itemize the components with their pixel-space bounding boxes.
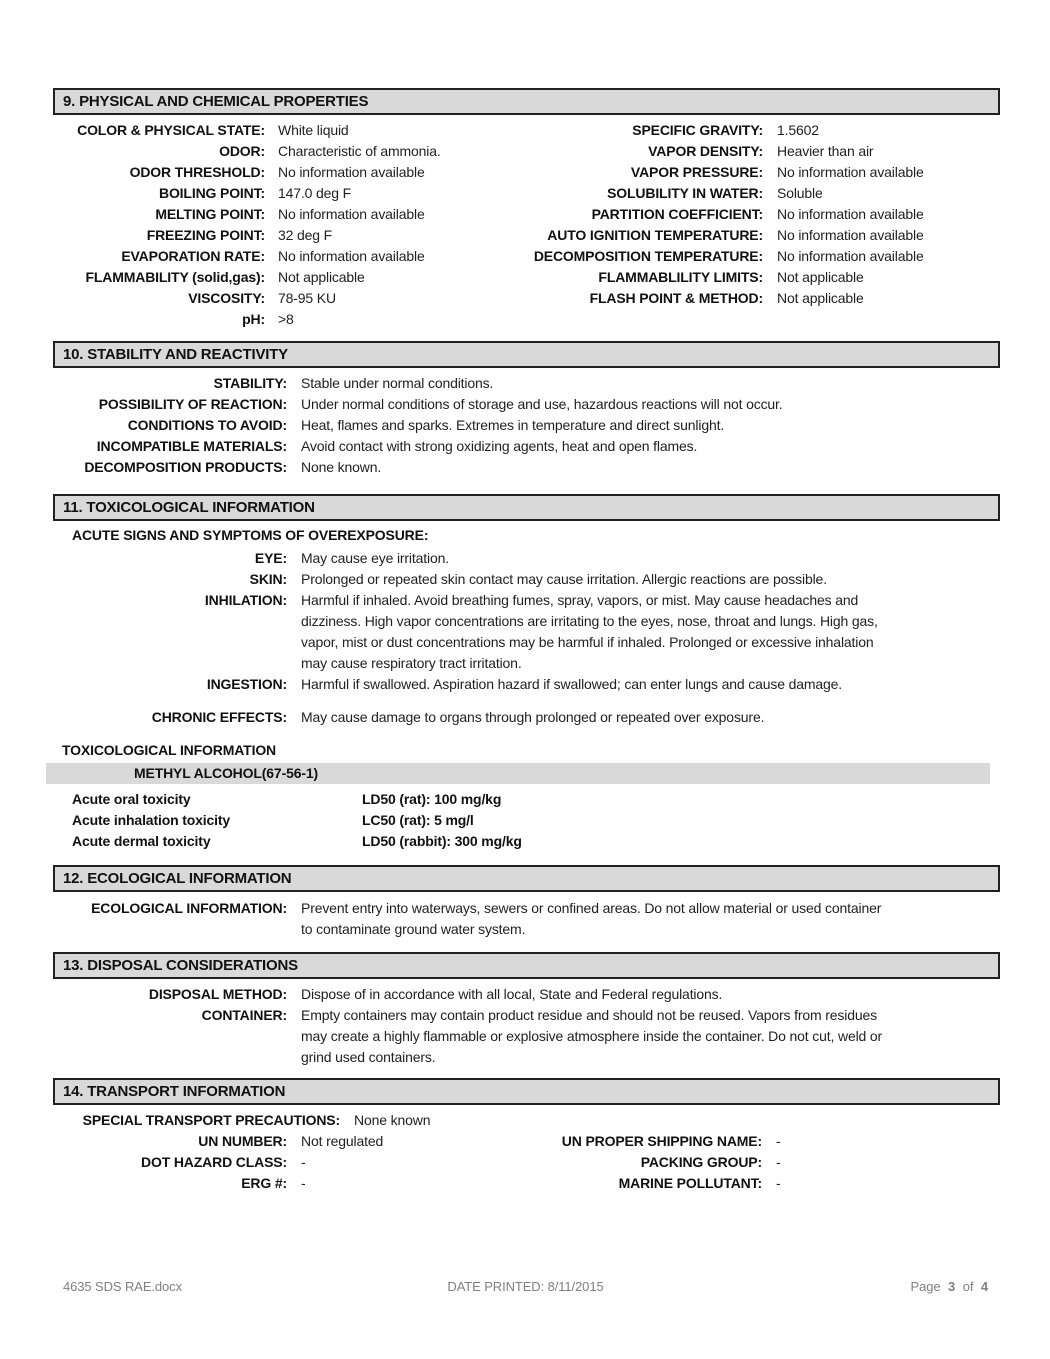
stability-row — [53, 457, 1000, 478]
transport-precautions-row — [53, 1110, 1000, 1131]
property-value: 32 deg F — [278, 227, 333, 243]
toxicity-table — [53, 789, 1000, 852]
property-label: FLAMMABILITY (solid,gas): — [85, 269, 265, 285]
section-stability-reactivity — [53, 341, 1000, 478]
document-content — [53, 88, 1000, 1194]
property-label: ODOR THRESHOLD: — [129, 164, 265, 180]
overexposure-label: EYE: — [254, 550, 287, 566]
property-value: No information available — [777, 206, 924, 222]
toxicity-row — [53, 810, 1000, 831]
toxicity-endpoint: Acute inhalation toxicity — [72, 812, 231, 828]
section-10-header — [53, 341, 1000, 368]
disposal-value: Empty containers may contain product residue and should not be reused. Vapors from residues may create a highly flammable or explosive atmosphere inside the container. Do not cut, weld or grind used containers. — [301, 1007, 883, 1065]
section-toxicological-information — [53, 494, 1000, 852]
overexposure-row — [53, 674, 1000, 695]
property-label: AUTO IGNITION TEMPERATURE: — [547, 227, 763, 243]
transport-value: - — [776, 1175, 781, 1191]
stability-label: CONDITIONS TO AVOID: — [127, 417, 287, 433]
property-row — [53, 246, 1000, 267]
property-value: No information available — [278, 206, 425, 222]
property-value: No information available — [777, 164, 924, 180]
overexposure-row — [53, 569, 1000, 590]
section-physical-chemical-properties — [53, 88, 1000, 330]
property-row — [53, 288, 1000, 309]
section-13-header — [53, 952, 1000, 979]
transport-label: PACKING GROUP: — [640, 1154, 762, 1170]
stability-value: Heat, flames and sparks. Extremes in temperature and direct sunlight. — [301, 417, 725, 433]
transport-value: None known — [354, 1112, 431, 1128]
footer-date-printed: DATE PRINTED: 8/11/2015 — [447, 1279, 604, 1294]
overexposure-row — [53, 590, 1000, 674]
property-value: 78-95 KU — [278, 290, 336, 306]
property-label: FLASH POINT & METHOD: — [589, 290, 763, 306]
overexposure-value: Harmful if swallowed. Aspiration hazard if swallowed; can enter lungs and cause damage. — [301, 676, 843, 692]
property-row — [53, 162, 1000, 183]
property-label: VISCOSITY: — [188, 290, 265, 306]
stability-value: None known. — [301, 459, 382, 475]
property-label: BOILING POINT: — [158, 185, 265, 201]
overexposure-label: SKIN: — [249, 571, 287, 587]
chronic-effects-label: CHRONIC EFFECTS: — [151, 709, 287, 725]
footer-page-number — [604, 1278, 988, 1296]
property-value: Not applicable — [777, 290, 864, 306]
property-row — [53, 267, 1000, 288]
transport-label: SPECIAL TRANSPORT PRECAUTIONS: — [82, 1112, 340, 1128]
toxicity-row — [53, 789, 1000, 810]
stability-row — [53, 415, 1000, 436]
property-value: >8 — [278, 311, 294, 327]
property-label: SPECIFIC GRAVITY: — [632, 122, 763, 138]
property-row — [53, 225, 1000, 246]
property-row — [53, 204, 1000, 225]
property-row — [53, 309, 1000, 330]
property-value: White liquid — [278, 122, 349, 138]
stability-label: POSSIBILITY OF REACTION: — [98, 396, 287, 412]
section-9-title: 9. PHYSICAL AND CHEMICAL PROPERTIES — [63, 93, 369, 110]
toxicity-row — [53, 831, 1000, 852]
transport-label: ERG #: — [241, 1175, 287, 1191]
toxicity-endpoint: Acute dermal toxicity — [72, 833, 211, 849]
disposal-value: Dispose of in accordance with all local, State and Federal regulations. — [301, 986, 723, 1002]
disposal-rows — [53, 984, 1000, 1068]
property-value: Soluble — [777, 185, 823, 201]
section-ecological-information — [53, 865, 1000, 940]
section-11-header — [53, 494, 1000, 521]
property-value: No information available — [278, 248, 425, 264]
property-value: 1.5602 — [777, 122, 819, 138]
overexposure-row — [53, 548, 1000, 569]
section-9-header — [53, 88, 1000, 115]
stability-row — [53, 394, 1000, 415]
property-row — [53, 183, 1000, 204]
transport-row — [53, 1173, 1000, 1194]
acute-signs-subheading: ACUTE SIGNS AND SYMPTOMS OF OVEREXPOSURE: — [72, 527, 429, 543]
property-label: ODOR: — [219, 143, 265, 159]
section-14-title: 14. TRANSPORT INFORMATION — [63, 1083, 286, 1100]
ecological-rows — [53, 898, 1000, 940]
stability-label: INCOMPATIBLE MATERIALS: — [96, 438, 287, 454]
physical-properties-rows — [53, 120, 1000, 330]
chronic-effects-value: May cause damage to organs through prolonged or repeated over exposure. — [301, 709, 765, 725]
section-14-header — [53, 1078, 1000, 1105]
chronic-effects-row — [53, 707, 1000, 728]
property-label: VAPOR PRESSURE: — [630, 164, 763, 180]
stability-value: Under normal conditions of storage and use, hazardous reactions will not occur. — [301, 396, 783, 412]
property-label: PARTITION COEFFICIENT: — [591, 206, 763, 222]
property-value: Heavier than air — [777, 143, 874, 159]
toxicity-value: LD50 (rabbit): 300 mg/kg — [362, 833, 522, 849]
footer-page-word: Page — [910, 1279, 941, 1294]
property-row — [53, 120, 1000, 141]
overexposure-label: INGESTION: — [206, 676, 287, 692]
stability-value: Avoid contact with strong oxidizing agents, heat and open flames. — [301, 438, 698, 454]
stability-label: DECOMPOSITION PRODUCTS: — [84, 459, 287, 475]
toxicity-endpoint: Acute oral toxicity — [72, 791, 191, 807]
ecological-row — [53, 898, 1000, 940]
page-footer — [63, 1278, 988, 1296]
property-label: COLOR & PHYSICAL STATE: — [77, 122, 265, 138]
overexposure-value: Harmful if inhaled. Avoid breathing fumes, spray, vapors, or mist. May cause headaches and dizziness. High vapor concentrations are irritating to the eyes, nose, throat and lungs. High gas, vapor, mist or dust concentrations may be harmful if inhaled. Prolonged or excessive inhalation may cause respiratory tract irritation. — [301, 592, 878, 671]
property-label: VAPOR DENSITY: — [648, 143, 763, 159]
section-disposal-considerations — [53, 952, 1000, 1068]
section-transport-information — [53, 1078, 1000, 1194]
transport-row — [53, 1152, 1000, 1173]
disposal-label: DISPOSAL METHOD: — [148, 986, 287, 1002]
footer-file-name: 4635 SDS RAE.docx — [63, 1279, 182, 1294]
property-label: MELTING POINT: — [155, 206, 265, 222]
stability-row — [53, 373, 1000, 394]
overexposure-label: INHILATION: — [204, 592, 287, 608]
footer-page-total: 4 — [980, 1279, 988, 1294]
ecological-value: Prevent entry into waterways, sewers or confined areas. Do not allow material or used container to contaminate ground water system. — [301, 900, 882, 937]
stability-row — [53, 436, 1000, 457]
transport-value: - — [301, 1154, 306, 1170]
stability-value: Stable under normal conditions. — [301, 375, 494, 391]
footer-page-current: 3 — [948, 1279, 956, 1294]
property-value: Not applicable — [777, 269, 864, 285]
property-label: SOLUBILITY IN WATER: — [607, 185, 763, 201]
toxicological-info-heading: TOXICOLOGICAL INFORMATION — [62, 742, 277, 758]
property-label: EVAPORATION RATE: — [121, 248, 265, 264]
transport-label: MARINE POLLUTANT: — [618, 1175, 762, 1191]
disposal-row — [53, 1005, 1000, 1068]
property-value: No information available — [777, 227, 924, 243]
section-12-header — [53, 865, 1000, 892]
disposal-row — [53, 984, 1000, 1005]
substance-header-bar: METHYL ALCOHOL(67-56-1) — [46, 763, 990, 784]
property-value: 147.0 deg F — [278, 185, 352, 201]
toxicity-value: LC50 (rat): 5 mg/l — [362, 812, 474, 828]
transport-label: UN NUMBER: — [198, 1133, 287, 1149]
transport-label: UN PROPER SHIPPING NAME: — [561, 1133, 762, 1149]
transport-label: DOT HAZARD CLASS: — [141, 1154, 287, 1170]
property-value: Not applicable — [278, 269, 365, 285]
section-12-title: 12. ECOLOGICAL INFORMATION — [63, 870, 292, 887]
ecological-label: ECOLOGICAL INFORMATION: — [91, 900, 287, 916]
property-label: FLAMMABLILITY LIMITS: — [598, 269, 763, 285]
overexposure-rows — [53, 548, 1000, 728]
property-label: pH: — [242, 311, 265, 327]
overexposure-value: May cause eye irritation. — [301, 550, 449, 566]
section-10-title: 10. STABILITY AND REACTIVITY — [63, 346, 288, 363]
transport-value: - — [301, 1175, 306, 1191]
transport-value: Not regulated — [301, 1133, 384, 1149]
property-row — [53, 141, 1000, 162]
transport-rows — [53, 1110, 1000, 1194]
property-label: DECOMPOSITION TEMPERATURE: — [533, 248, 763, 264]
footer-of-word: of — [962, 1279, 974, 1294]
transport-row — [53, 1131, 1000, 1152]
disposal-label: CONTAINER: — [201, 1007, 287, 1023]
property-value — [763, 309, 1000, 330]
property-label: FREEZING POINT: — [146, 227, 265, 243]
transport-value: - — [776, 1133, 781, 1149]
stability-label: STABILITY: — [213, 375, 287, 391]
property-value: No information available — [777, 248, 924, 264]
transport-value: - — [776, 1154, 781, 1170]
toxicity-value: LD50 (rat): 100 mg/kg — [362, 791, 502, 807]
section-13-title: 13. DISPOSAL CONSIDERATIONS — [63, 957, 298, 974]
stability-rows — [53, 373, 1000, 478]
property-value: No information available — [278, 164, 425, 180]
overexposure-value: Prolonged or repeated skin contact may cause irritation. Allergic reactions are possible. — [301, 571, 827, 587]
property-label — [531, 309, 763, 330]
property-value: Characteristic of ammonia. — [278, 143, 441, 159]
section-11-title: 11. TOXICOLOGICAL INFORMATION — [63, 499, 315, 516]
